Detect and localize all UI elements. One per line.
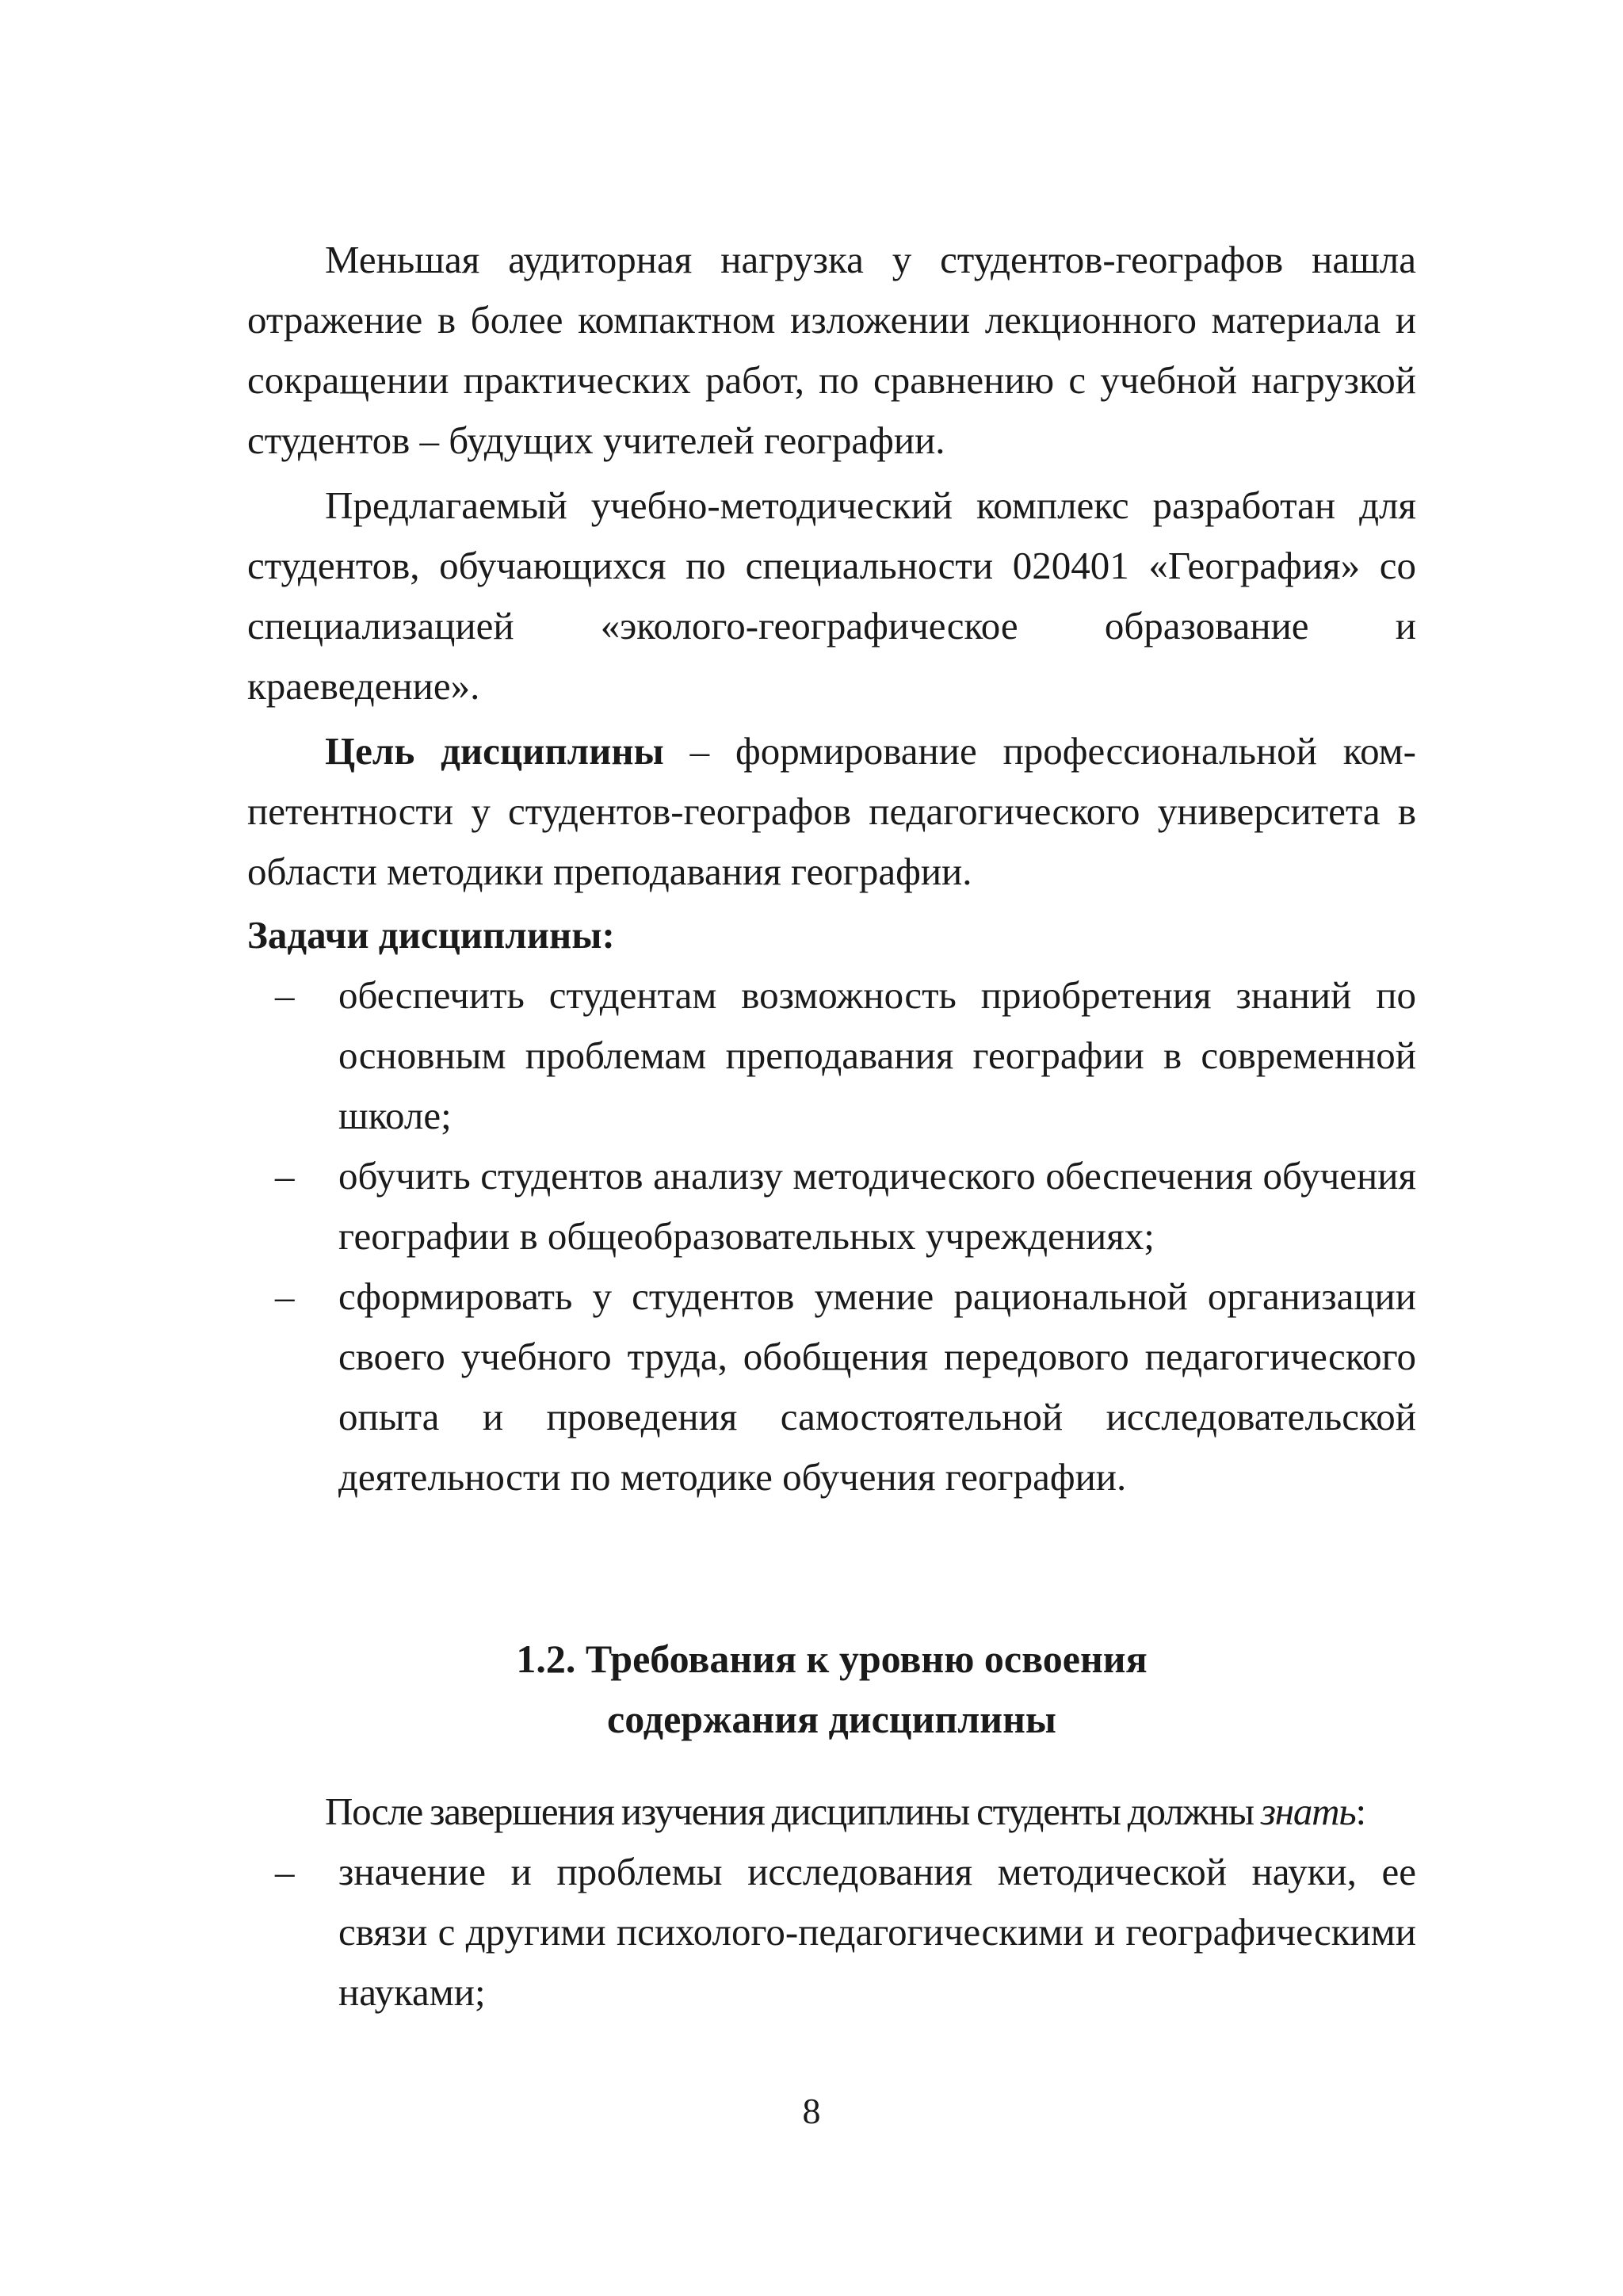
intro-text: После завершения изучения дисциплины студенты должны (325, 1790, 1261, 1833)
section-heading (247, 1629, 1416, 1749)
section-heading-line1: 1.2. Требования к уровню освоения (516, 1637, 1148, 1681)
dash-marker: – (275, 1850, 295, 1893)
section-heading-line2: содержания дисциплины (607, 1697, 1056, 1741)
dash-marker: – (275, 973, 295, 1017)
list-item (247, 1266, 1416, 1507)
tasks-title: Задачи дисциплины: (247, 913, 615, 957)
list-item (247, 1842, 1416, 2023)
list-item-text: значение и проблемы исследования методической науки, ее связи с другими психолого-педагогическими и географическими науками; (338, 1850, 1416, 2014)
tasks-list (247, 965, 1416, 1507)
list-item-text: обеспечить студентам возможность приобретения знаний по основным проблемам преподавания географии в современной школе; (338, 973, 1416, 1137)
dash-marker: – (275, 1154, 295, 1198)
page-number: 8 (802, 2091, 821, 2131)
list-item (247, 965, 1416, 1146)
paragraph-goal (247, 721, 1416, 902)
list-item (247, 1146, 1416, 1266)
paragraph-audience-load: Меньшая аудиторная нагрузка у студентов-географов нашла отражение в более компактном изложении лекционного материала и сокращении практических работ, по сравнению с учебной нагрузкой студентов – будущих учителей географии. (247, 238, 1416, 462)
list-item-text: сформировать у студентов умение рациональной организации своего учебного труда, обобщения передового педагогического опыта и проведения самостоятельной исследовательской деятельности по методике обучения географии. (338, 1274, 1416, 1499)
tasks-title-paragraph (247, 905, 1416, 965)
paragraph-requirements-intro (247, 1782, 1416, 1842)
paragraph-complex-purpose: Предлагаемый учебно-методический комплекс разработан для студентов, обучающихся по специальности 020401 «География» со специализацией «эколого-географическое образование и краеведение». (247, 483, 1416, 708)
requirements-list (247, 1842, 1416, 2023)
goal-label: Цель дисциплины (325, 729, 664, 773)
goal-text: – формирование профессиональной компетентности у студентов-географов педагогического университета в области методики преподавания географии. (247, 729, 1416, 893)
dash-marker: – (275, 1274, 295, 1318)
intro-end: : (1355, 1790, 1365, 1833)
list-item-text: обучить студентов анализу методического обеспечения обучения географии в общеобразовательных учреждениях; (338, 1154, 1416, 1258)
page-content (247, 230, 1416, 2023)
intro-emphasis: знать (1260, 1790, 1356, 1833)
